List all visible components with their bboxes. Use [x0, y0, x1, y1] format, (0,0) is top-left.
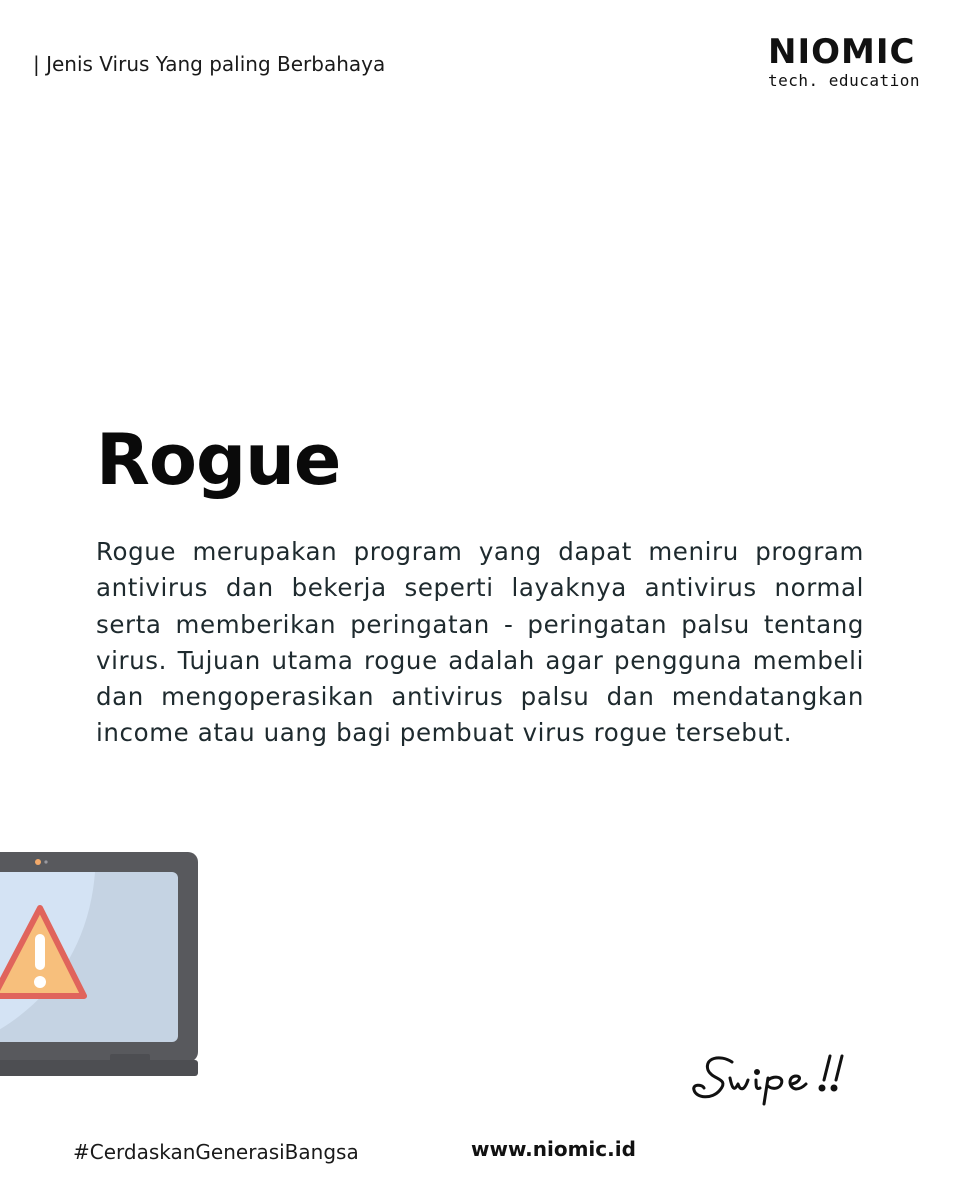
swipe-handwritten-label	[690, 1048, 870, 1106]
laptop-warning-icon	[0, 850, 200, 1080]
laptop-base	[0, 1060, 198, 1076]
brand-tagline: tech. education	[768, 71, 920, 90]
brand-logo	[768, 34, 928, 90]
page-title: Rogue	[96, 419, 341, 501]
article-body: Rogue merupakan program yang dapat meniru program antivirus dan bekerja seperti layaknya antivirus normal serta memberikan peringatan - peringatan palsu tentang virus. Tujuan utama rogue adalah agar pengguna membeli dan mengoperasikan antivirus palsu dan mendatangkan income atau uang bagi pembuat virus rogue tersebut.	[96, 537, 864, 748]
footer-hashtag: #CerdaskanGenerasiBangsa	[73, 1140, 359, 1164]
brand-name: NIOMIC	[768, 32, 916, 72]
footer-website-link[interactable]: www.niomic.id	[471, 1137, 636, 1161]
header-category-label: | Jenis Virus Yang paling Berbahaya	[33, 52, 386, 76]
laptop-camera	[35, 859, 41, 865]
